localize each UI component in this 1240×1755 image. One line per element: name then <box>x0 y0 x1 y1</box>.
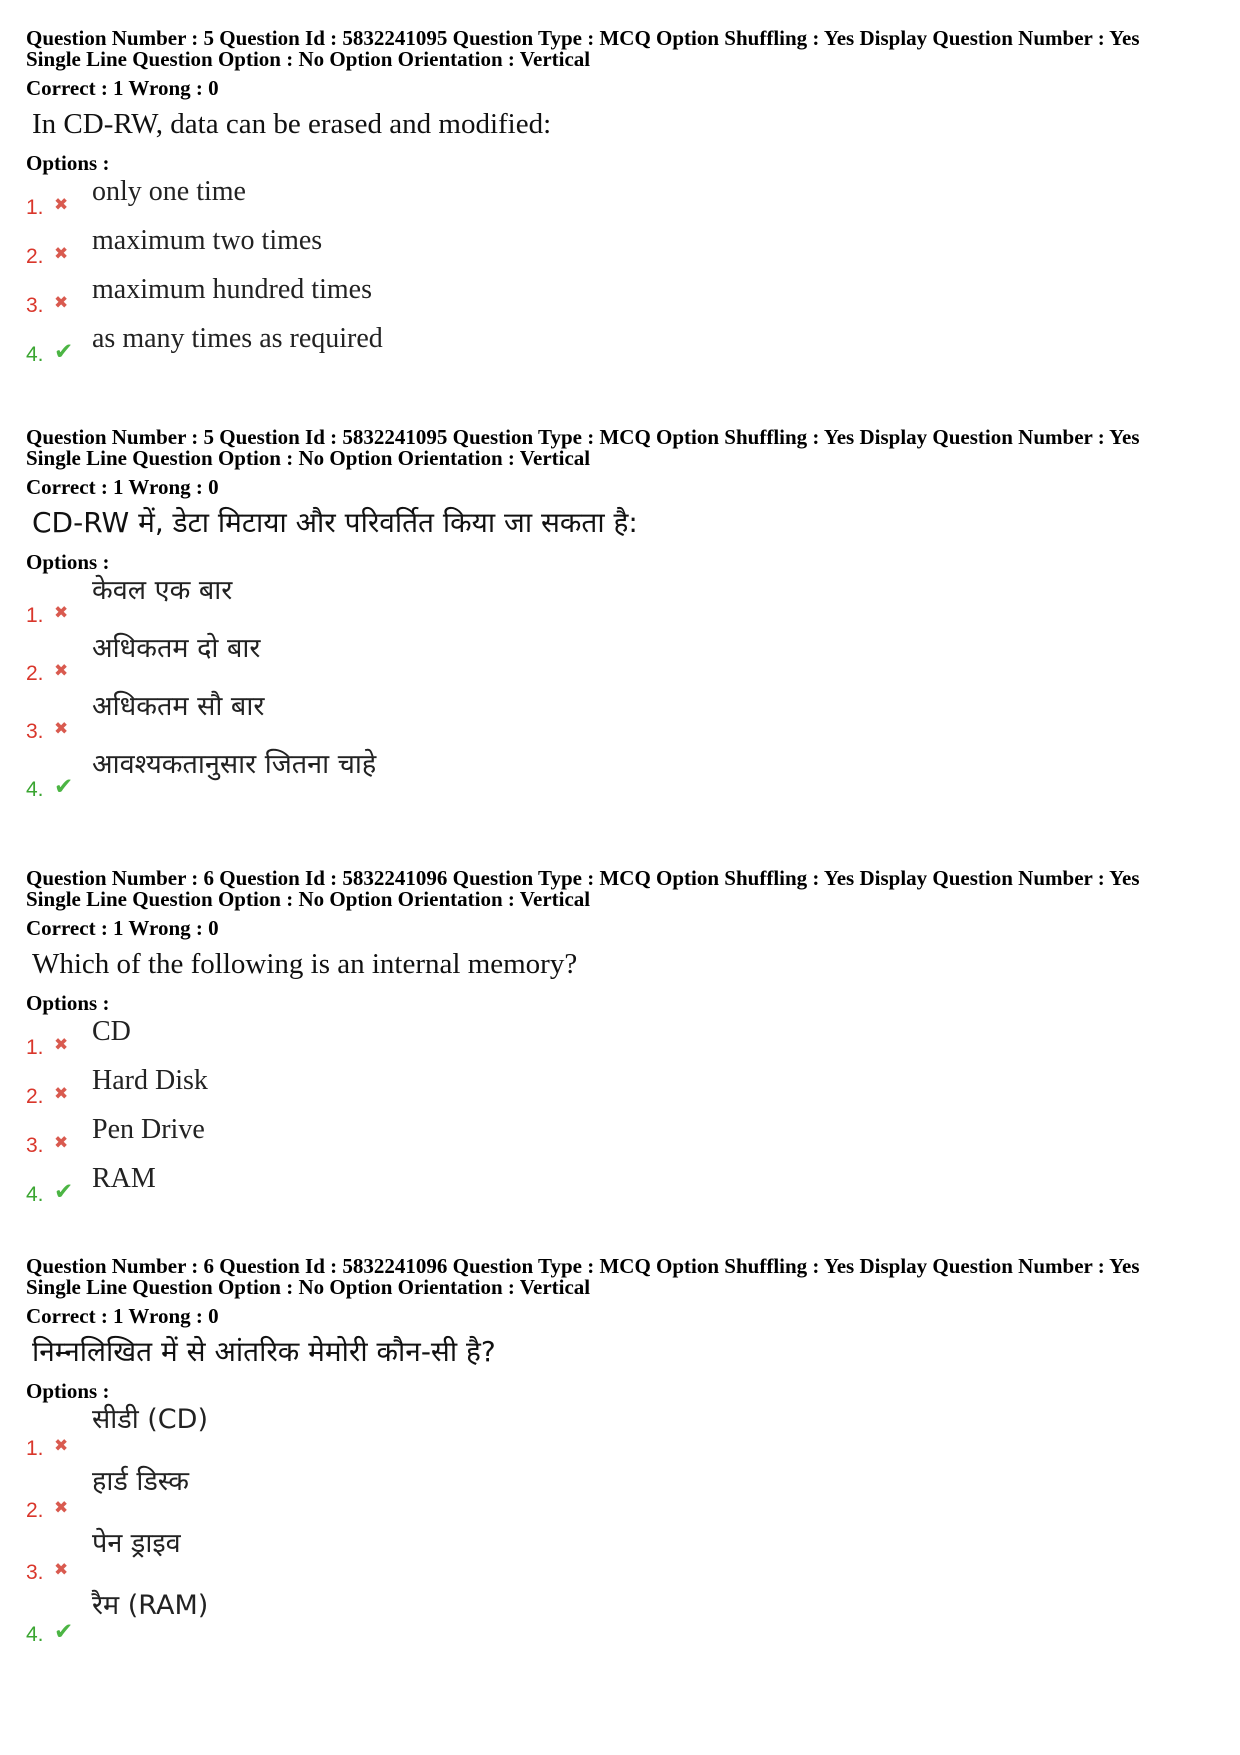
question-text: In CD-RW, data can be erased and modified: <box>32 108 552 140</box>
option-number: 3. <box>26 294 44 317</box>
question-meta-line1: Question Number : 5 Question Id : 5832241095 Question Type : MCQ Option Shuffling : Yes Display Question Number : Yes <box>26 26 1140 50</box>
option-text: only one time <box>92 176 246 207</box>
option-number: 1. <box>26 196 44 219</box>
option-text: CD <box>92 1016 131 1047</box>
option-text: रैम (RAM) <box>92 1590 209 1621</box>
option-text: Hard Disk <box>92 1065 208 1096</box>
option-item <box>26 1402 1216 1464</box>
option-number: 3. <box>26 1134 44 1157</box>
question-meta-line2: Single Line Question Option : No Option Orientation : Vertical <box>26 1275 591 1299</box>
option-item <box>26 1161 1216 1210</box>
options-label: Options : <box>26 1379 110 1403</box>
question-meta-line1: Question Number : 5 Question Id : 5832241095 Question Type : MCQ Option Shuffling : Yes Display Question Number : Yes <box>26 425 1140 449</box>
cross-icon: ✖ <box>54 603 69 623</box>
check-icon: ✔ <box>54 1179 74 1205</box>
option-text: अधिकतम सौ बार <box>92 691 265 722</box>
option-number: 1. <box>26 1437 44 1460</box>
option-text: Pen Drive <box>92 1114 205 1145</box>
option-text: केवल एक बार <box>92 575 233 606</box>
option-number: 1. <box>26 604 44 627</box>
cross-icon: ✖ <box>54 1436 69 1456</box>
option-number: 4. <box>26 1623 44 1646</box>
option-text: as many times as required <box>92 323 383 354</box>
question-text: Which of the following is an internal memory? <box>32 948 578 980</box>
marks-info: Correct : 1 Wrong : 0 <box>26 76 219 100</box>
option-item <box>26 1112 1216 1161</box>
option-text: RAM <box>92 1163 156 1194</box>
question-meta-line1: Question Number : 6 Question Id : 5832241096 Question Type : MCQ Option Shuffling : Yes Display Question Number : Yes <box>26 866 1140 890</box>
cross-icon: ✖ <box>54 244 69 264</box>
option-item <box>26 573 1216 631</box>
option-item <box>26 1063 1216 1112</box>
question-meta-line1: Question Number : 6 Question Id : 5832241096 Question Type : MCQ Option Shuffling : Yes Display Question Number : Yes <box>26 1254 1140 1278</box>
options-label: Options : <box>26 550 110 574</box>
cross-icon: ✖ <box>54 719 69 739</box>
cross-icon: ✖ <box>54 1498 69 1518</box>
option-item <box>26 689 1216 747</box>
option-item <box>26 174 1216 223</box>
cross-icon: ✖ <box>54 1133 69 1153</box>
option-text: maximum two times <box>92 225 323 256</box>
option-number: 4. <box>26 778 44 801</box>
check-icon: ✔ <box>54 1619 74 1645</box>
check-icon: ✔ <box>54 339 74 365</box>
option-item <box>26 223 1216 272</box>
cross-icon: ✖ <box>54 1084 69 1104</box>
option-item <box>26 1464 1216 1526</box>
cross-icon: ✖ <box>54 1560 69 1580</box>
question-block <box>26 868 1216 1210</box>
cross-icon: ✖ <box>54 195 69 215</box>
marks-info: Correct : 1 Wrong : 0 <box>26 475 219 499</box>
question-meta-line2: Single Line Question Option : No Option Orientation : Vertical <box>26 47 591 71</box>
option-number: 2. <box>26 1499 44 1522</box>
option-item <box>26 1526 1216 1588</box>
question-block <box>26 1256 1216 1650</box>
check-icon: ✔ <box>54 774 74 800</box>
marks-info: Correct : 1 Wrong : 0 <box>26 1304 219 1328</box>
cross-icon: ✖ <box>54 293 69 313</box>
option-number: 2. <box>26 245 44 268</box>
option-text: आवश्यकतानुसार जितना चाहे <box>92 749 377 780</box>
option-number: 4. <box>26 1183 44 1206</box>
question-block <box>26 28 1216 370</box>
option-number: 3. <box>26 1561 44 1584</box>
question-block <box>26 427 1216 805</box>
option-item <box>26 1588 1216 1650</box>
option-item <box>26 747 1216 805</box>
option-number: 3. <box>26 720 44 743</box>
option-number: 2. <box>26 1085 44 1108</box>
option-number: 2. <box>26 662 44 685</box>
option-number: 1. <box>26 1036 44 1059</box>
cross-icon: ✖ <box>54 661 69 681</box>
option-text: अधिकतम दो बार <box>92 633 261 664</box>
marks-info: Correct : 1 Wrong : 0 <box>26 916 219 940</box>
option-text: maximum hundred times <box>92 274 372 305</box>
option-item <box>26 321 1216 370</box>
question-meta-line2: Single Line Question Option : No Option Orientation : Vertical <box>26 446 591 470</box>
options-label: Options : <box>26 991 110 1015</box>
question-text: निम्नलिखित में से आंतरिक मेमोरी कौन-सी है? <box>32 1335 496 1368</box>
option-number: 4. <box>26 343 44 366</box>
option-text: पेन ड्राइव <box>92 1528 181 1559</box>
option-item <box>26 272 1216 321</box>
question-text: CD-RW में, डेटा मिटाया और परिवर्तित किया जा सकता है: <box>32 506 638 539</box>
option-text: सीडी (CD) <box>92 1404 208 1435</box>
option-item <box>26 1014 1216 1063</box>
option-item <box>26 631 1216 689</box>
question-meta-line2: Single Line Question Option : No Option Orientation : Vertical <box>26 887 591 911</box>
option-text: हार्ड डिस्क <box>92 1466 190 1497</box>
options-label: Options : <box>26 151 110 175</box>
cross-icon: ✖ <box>54 1035 69 1055</box>
